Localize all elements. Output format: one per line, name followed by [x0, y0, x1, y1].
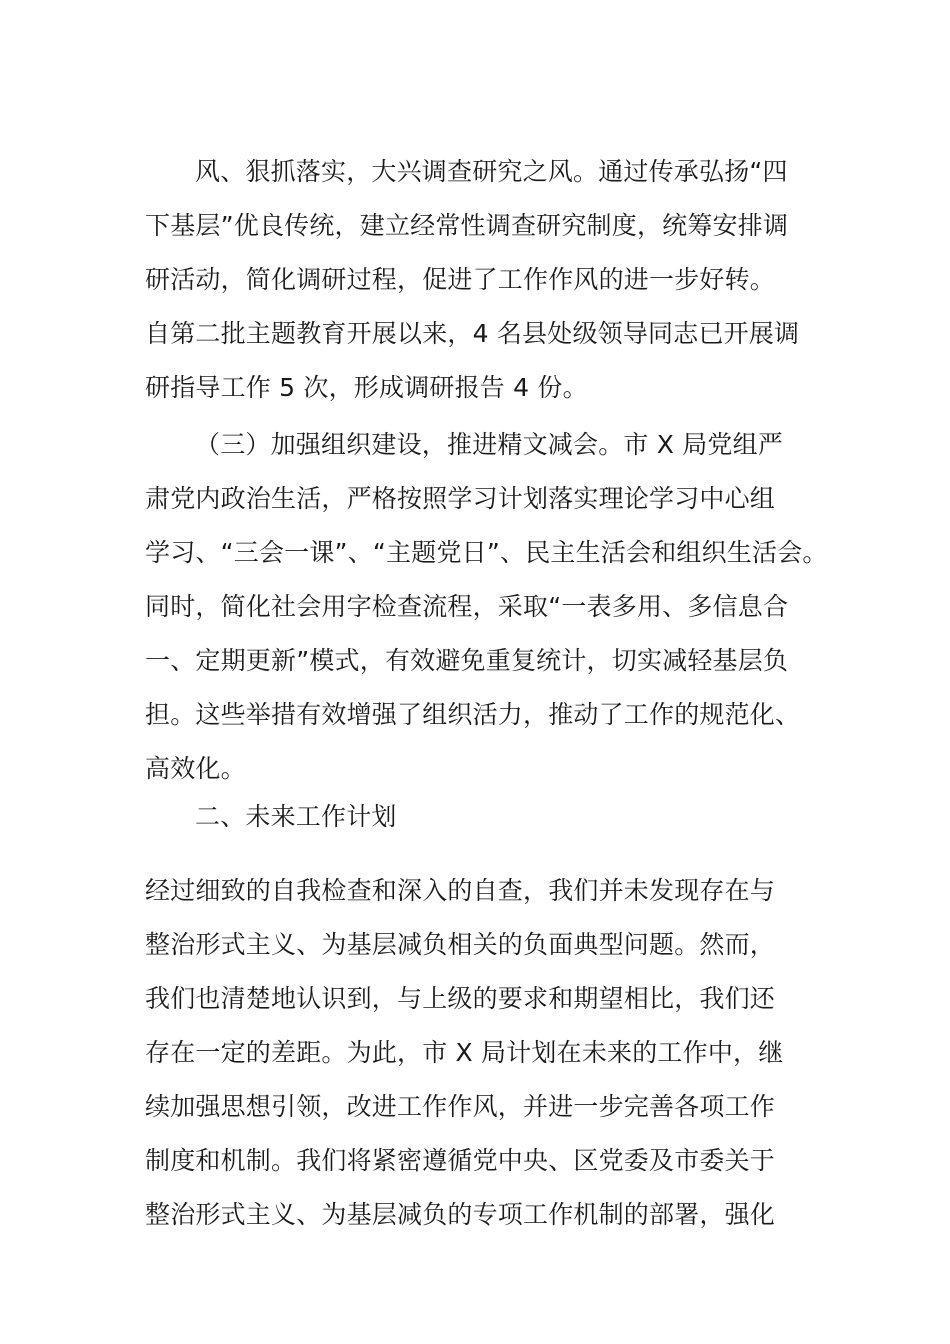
text-line: 肃党内政治生活，严格按照学习计划落实理论学习中心组: [145, 484, 776, 513]
section-heading-block: [145, 790, 810, 844]
text-line: 高效化。: [145, 754, 246, 783]
paragraph-1: [145, 145, 810, 415]
text-line: 自第二批主题教育开展以来，4 名县处级领导同志已开展调: [145, 319, 800, 348]
text-line: 续加强思想引领，改进工作作风，并进一步完善各项工作: [145, 1092, 776, 1121]
text-line: 我们也清楚地认识到，与上级的要求和期望相比，我们还: [145, 984, 776, 1013]
text-line: （三）加强组织建设，推进精文减会。市 X 局党组严: [195, 430, 784, 459]
text-line: 同时，简化社会用字检查流程，采取“一表多用、多信息合: [145, 592, 789, 621]
paragraph-3: [145, 864, 810, 1242]
text-line: 研活动，简化调研过程，促进了工作作风的进一步好转。: [145, 265, 776, 294]
text-line: 制度和机制。我们将紧密遵循党中央、区党委及市委关于: [145, 1146, 776, 1175]
text-line: 整治形式主义、为基层减负的专项工作机制的部署，强化: [145, 1200, 776, 1229]
text-line: 一、定期更新”模式，有效避免重复统计，切实减轻基层负: [145, 646, 789, 675]
text-line: 整治形式主义、为基层减负相关的负面典型问题。然而，: [145, 930, 776, 959]
text-line: 下基层”优良传统，建立经常性调查研究制度，统筹安排调: [145, 211, 789, 240]
paragraph-2: [145, 418, 828, 796]
text-line: 研指导工作 5 次，形成调研报告 4 份。: [145, 373, 588, 402]
text-line: 风、狠抓落实，大兴调查研究之风。通过传承弘扬“四: [195, 157, 788, 186]
text-line: 存在一定的差距。为此，市 X 局计划在未来的工作中，继: [145, 1038, 784, 1067]
text-line: 担。这些举措有效增强了组织活力，推动了工作的规范化、: [145, 700, 801, 729]
section-heading: 二、未来工作计划: [195, 802, 397, 831]
text-line: 经过细致的自我检查和深入的自查，我们并未发现存在与: [145, 876, 776, 905]
text-line: 学习、“三会一课”、“主题党日”、民主生活会和组织生活会。: [145, 538, 828, 567]
